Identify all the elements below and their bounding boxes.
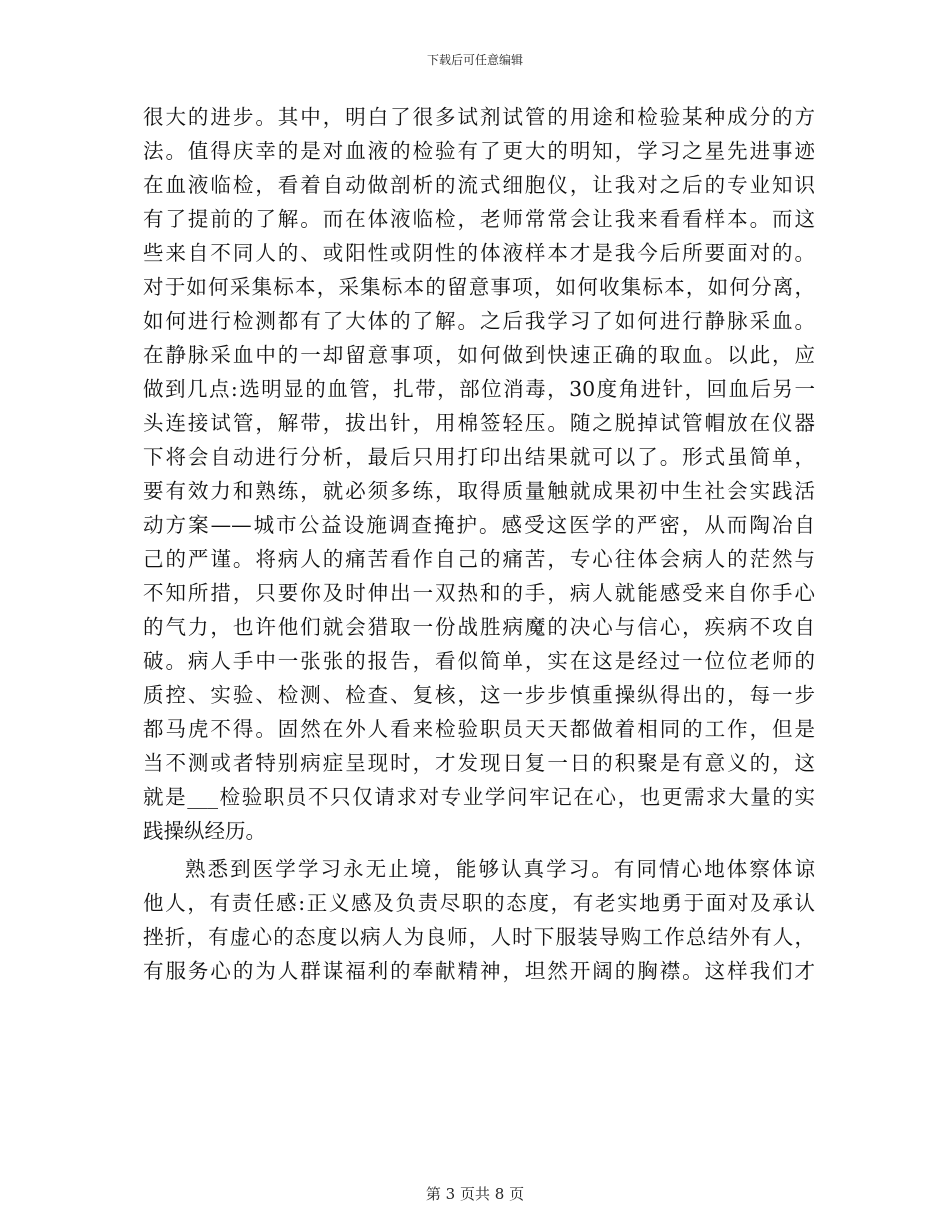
text-line: 熟悉到医学学习永无止境，能够认真学习。有同情心地体察体谅 [185, 857, 815, 881]
text-line: 都马虎不得。固然在外人看来检验职员天天都做着相同的工作，但是 [143, 717, 815, 741]
text-line: 的气力，也许他们就会猎取一份战胜病魔的决心与信心，疾病不攻自 [143, 615, 815, 639]
text-line: 就是___检验职员不只仅请求对专业学问牢记在心，也更需求大量的实 [143, 785, 815, 809]
text-line: 动方案——城市公益设施调查掩护。感受这医学的严密，从而陶冶自 [143, 513, 815, 537]
text-line: 有服务心的为人群谋福利的奉献精神，坦然开阔的胸襟。这样我们才 [143, 959, 815, 983]
text-line: 如何进行检测都有了大体的了解。之后我学习了如何进行静脉采血。 [143, 309, 815, 333]
text-line: 些来自不同人的、或阳性或阴性的体液样本才是我今后所要面对的。 [143, 241, 815, 265]
text-line: 质控、实验、检测、检查、复核，这一步步慎重操纵得出的，每一步 [143, 683, 815, 707]
text-line: 有了提前的了解。而在体液临检，老师常常会让我来看看样本。而这 [143, 207, 815, 231]
text-line: 他人，有责任感:正义感及负责尽职的态度，有老实地勇于面对及承认 [143, 891, 815, 915]
text-line: 要有效力和熟练，就必须多练，取得质量触就成果初中生社会实践活 [143, 479, 815, 503]
paragraph-1 [143, 100, 815, 848]
text-line: 挫折，有虚心的态度以病人为良师，人时下服装导购工作总结外有人， [143, 925, 815, 949]
text-line: 在静脉采血中的一却留意事项，如何做到快速正确的取血。以此，应 [143, 343, 815, 367]
text-line: 法。值得庆幸的是对血液的检验有了更大的明知，学习之星先进事迹 [143, 139, 815, 163]
text-line: 头连接试管，解带，拔出针，用棉签轻压。随之脱掉试管帽放在仪器 [143, 411, 815, 435]
text-line: 下将会自动进行分析，最后只用打印出结果就可以了。形式虽简单， [143, 445, 815, 469]
text-line: 做到几点:选明显的血管，扎带，部位消毒，30度角进针，回血后另一 [143, 377, 815, 401]
text-line: 当不测或者特别病症呈现时，才发现日复一日的积聚是有意义的，这 [143, 751, 815, 775]
text-line: 践操纵经历。 [143, 819, 266, 843]
paragraph-2 [143, 852, 815, 988]
page-header: 下载后可任意编辑 [426, 53, 523, 67]
page-footer: 第 3 页共 8 页 [425, 1185, 525, 1203]
text-line: 很大的进步。其中，明白了很多试剂试管的用途和检验某种成分的方 [143, 105, 815, 129]
text-line: 不知所措，只要你及时伸出一双热和的手，病人就能感受来自你手心 [143, 581, 815, 605]
text-line: 对于如何采集标本，采集标本的留意事项，如何收集标本，如何分离， [143, 275, 815, 299]
text-line: 在血液临检，看着自动做剖析的流式细胞仪，让我对之后的专业知识 [143, 173, 815, 197]
page-body [143, 100, 815, 988]
text-line: 己的严谨。将病人的痛苦看作自己的痛苦，专心往体会病人的茫然与 [143, 547, 815, 571]
text-line: 破。病人手中一张张的报告，看似简单，实在这是经过一位位老师的 [143, 649, 815, 673]
